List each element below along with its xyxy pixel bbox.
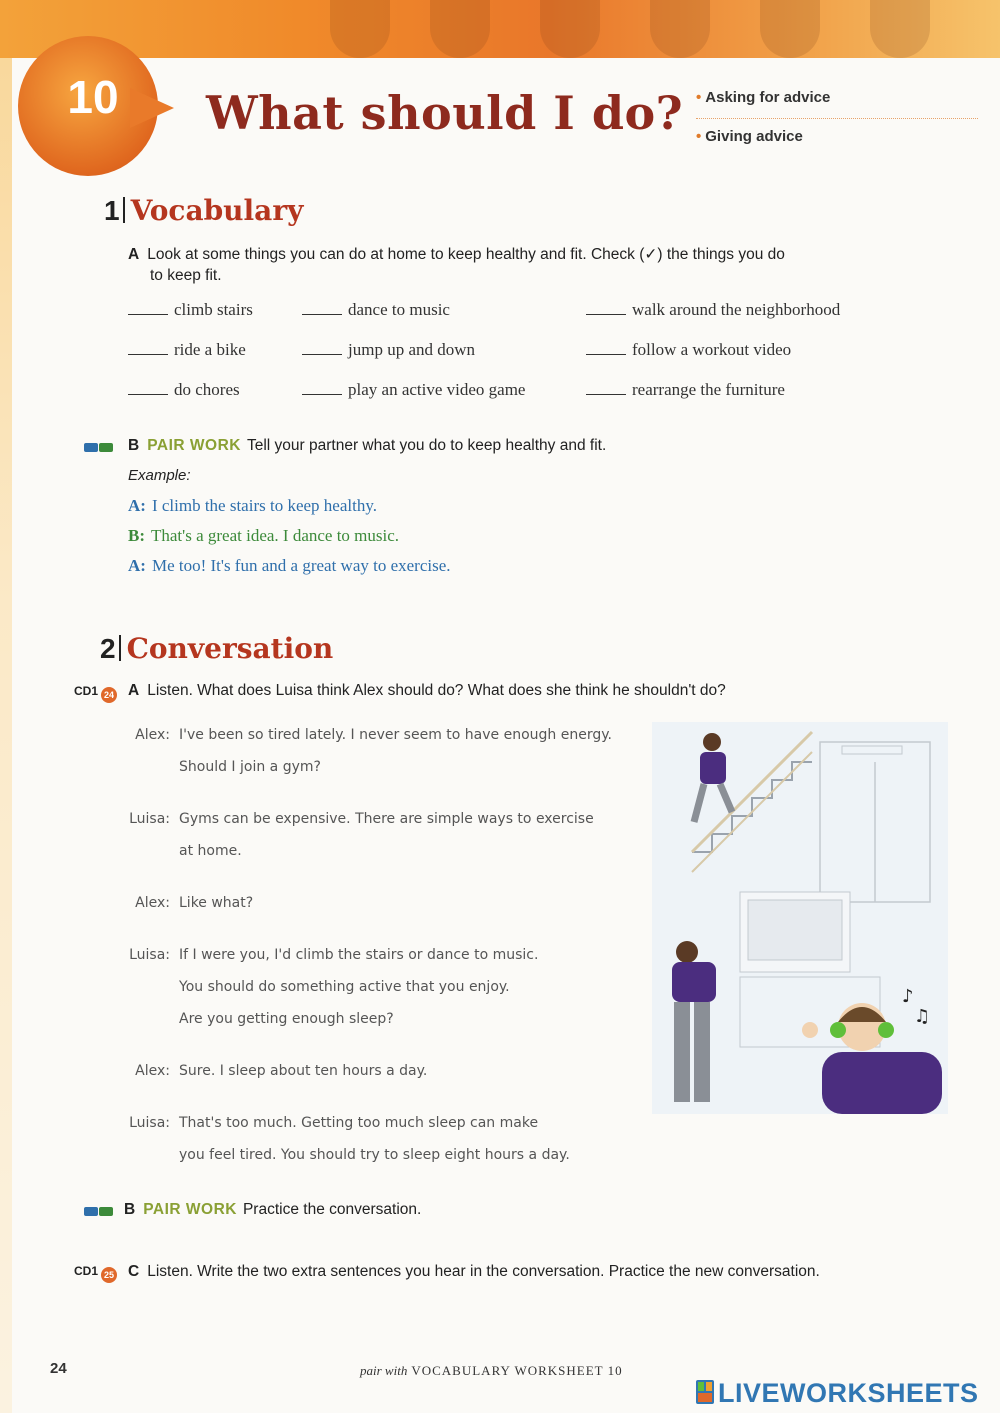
- check-blank[interactable]: [586, 354, 626, 355]
- example-line: A: I climb the stairs to keep healthy.: [128, 496, 377, 515]
- conversation-line: That's too much. Getting too much sleep can make: [179, 1115, 539, 1131]
- header-banner: [0, 0, 1000, 58]
- conversation-instruction-c: C Listen. Write the two extra sentences you hear in the conversation. Practice the new conversation.: [128, 1263, 820, 1280]
- example-line: A: Me too! It's fun and a great way to exercise.: [128, 556, 451, 575]
- vocab-item[interactable]: rearrange the furniture: [586, 380, 785, 400]
- objective-divider: [696, 118, 978, 119]
- check-blank[interactable]: [302, 354, 342, 355]
- check-blank[interactable]: [128, 394, 168, 395]
- banner-figure: [870, 0, 930, 58]
- conversation-line: If I were you, I'd climb the stairs or dance to music.: [179, 947, 539, 963]
- conversation-speaker: Luisa:: [129, 947, 170, 963]
- logo-text: LIVEWORKSHEETS: [718, 1378, 979, 1408]
- check-blank[interactable]: [586, 314, 626, 315]
- svg-text:♫: ♫: [914, 1006, 931, 1027]
- conversation-line: Are you getting enough sleep?: [179, 1011, 394, 1027]
- conversation-line: at home.: [179, 843, 242, 859]
- conversation-illustration: [652, 722, 948, 1114]
- svg-text:♪: ♪: [902, 986, 914, 1007]
- section-heading-conversation: 2 Conversation: [100, 632, 334, 665]
- vocab-item[interactable]: ride a bike: [128, 340, 246, 360]
- vocab-item[interactable]: jump up and down: [302, 340, 475, 360]
- vocab-item[interactable]: dance to music: [302, 300, 450, 320]
- bullet-icon: •: [696, 89, 702, 106]
- conversation-speaker: Luisa:: [129, 1115, 170, 1131]
- page-number: 24: [50, 1360, 67, 1377]
- left-margin-strip: [0, 58, 12, 1413]
- example-line: B: That's a great idea. I dance to music.: [128, 526, 400, 545]
- check-blank[interactable]: [302, 394, 342, 395]
- pair-work-icon: [84, 1204, 114, 1218]
- conversation-speaker: Alex:: [135, 727, 170, 743]
- unit-number: 10: [67, 71, 119, 123]
- vocab-item[interactable]: do chores: [128, 380, 240, 400]
- audio-track-icon: 25: [101, 1267, 117, 1283]
- conversation-line: Should I join a gym?: [179, 759, 321, 775]
- conversation-instruction-a: A Listen. What does Luisa think Alex should do? What does she think he shouldn't do?: [128, 682, 726, 699]
- vocabulary-instruction-a-cont: to keep fit.: [150, 267, 222, 284]
- conversation-speaker: Alex:: [135, 895, 170, 911]
- example-label: Example:: [128, 467, 191, 484]
- conversation-line: Gyms can be expensive. There are simple ways to exercise: [179, 811, 594, 827]
- conversation-speaker: Alex:: [135, 1063, 170, 1079]
- conversation-speaker: Luisa:: [129, 811, 170, 827]
- page-title: What should I do?: [206, 86, 684, 140]
- check-blank[interactable]: [586, 394, 626, 395]
- banner-figure: [330, 0, 390, 58]
- audio-track-label[interactable]: CD1 25: [74, 1264, 117, 1283]
- conversation-line: You should do something active that you enjoy.: [179, 979, 510, 995]
- conversation-instruction-b: B PAIR WORK Practice the conversation.: [124, 1201, 422, 1218]
- check-blank[interactable]: [302, 314, 342, 315]
- audio-track-icon: 24: [101, 687, 117, 703]
- conversation-line: Like what?: [179, 895, 254, 911]
- check-blank[interactable]: [128, 314, 168, 315]
- section-heading-vocabulary: 1 Vocabulary: [104, 194, 304, 227]
- conversation-line: you feel tired. You should try to sleep eight hours a day.: [179, 1147, 570, 1163]
- vocab-item[interactable]: climb stairs: [128, 300, 253, 320]
- audio-track-label[interactable]: CD1 24: [74, 684, 117, 703]
- vocabulary-instruction-b: B PAIR WORK Tell your partner what you do to keep healthy and fit.: [128, 437, 607, 454]
- banner-figure: [760, 0, 820, 58]
- illustration-art: [652, 722, 948, 1114]
- objective-item: • Giving advice: [696, 128, 803, 145]
- vocab-item[interactable]: play an active video game: [302, 380, 525, 400]
- check-blank[interactable]: [128, 354, 168, 355]
- vocab-item[interactable]: walk around the neighborhood: [586, 300, 840, 320]
- objective-item: • Asking for advice: [696, 89, 831, 106]
- banner-figure: [540, 0, 600, 58]
- conversation-line: I've been so tired lately. I never seem to have enough energy.: [179, 727, 612, 743]
- pair-work-icon: [84, 440, 114, 454]
- worksheet-reference: pair with VOCABULARY WORKSHEET 10: [360, 1363, 623, 1378]
- bullet-icon: •: [696, 128, 702, 145]
- vocab-item[interactable]: follow a workout video: [586, 340, 791, 360]
- banner-figure: [430, 0, 490, 58]
- banner-figure: [650, 0, 710, 58]
- conversation-line: Sure. I sleep about ten hours a day.: [179, 1063, 428, 1079]
- vocabulary-instruction-a: A Look at some things you can do at home to keep healthy and fit. Check (✓) the things you do: [128, 246, 785, 263]
